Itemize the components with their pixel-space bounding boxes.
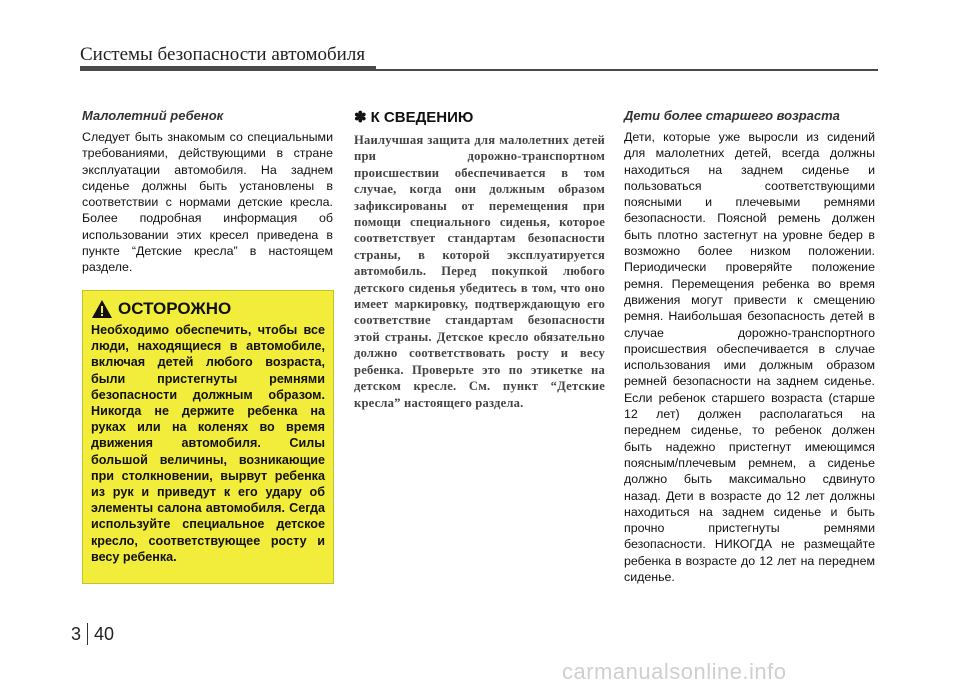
header-rule-thin — [376, 69, 878, 71]
section-title: Системы безопасности автомобиля — [80, 44, 366, 65]
footer-divider — [87, 623, 88, 645]
small-child-heading: Малолетний ребенок — [82, 108, 224, 123]
page-number: 40 — [94, 623, 115, 644]
chapter-number: 3 — [71, 623, 82, 644]
warning-title-row — [91, 299, 325, 319]
small-child-text: Следует быть знакомым со специальными требованиями, действующими в стране эксплуатации автомобиля. На заднем сиденье должны быть установлены в соответствии с нормами детские кресла. Более подробная информация об использовании этих кресел приведена в пункте “Детские кресла” в настоящем разделе. — [82, 130, 333, 275]
asterisk-icon: ✽ — [354, 109, 367, 126]
column-info — [354, 108, 605, 411]
watermark: carmanualsonline.info — [562, 659, 787, 684]
info-title: К СВЕДЕНИЮ — [370, 108, 474, 126]
warning-text: Необходимо обеспечить, чтобы все люди, находящиеся в автомобиле, включая детей любого возраста, были пристегнуты ремнями безопасности должным образом. Никогда не держите ребенка на руках или на коленях во время движения автомобиля. Силы большой величины, возникающие при столкновении, вырвут ребенка из рук и приведут к его удару об элементы салона автомобиля. Сегда используйте специальное детское кресло, соответствующее росту и весу ребенка. — [91, 323, 325, 564]
info-text: Наилучшая защита для малолетних детей при дорожно-транспортном происшествии обеспечивается в том случае, когда они должным образом зафиксированы от перемещения при помощи специального сиденья, которое соответствует стандартам безопасности страны, в которой эксплуатируется автомобиль. Перед покупкой любого детского сиденья убедитесь в том, что оно имеет маркировку, подтверждающую его соответствие стандартам безопасности этой страны. Детское кресло обязательно должно соответствовать росту и весу ребенка. Проверьте это по этикетке на детском кресле. См. пункт “Детские кресла” настоящего раздела. — [354, 133, 605, 410]
info-title-row — [354, 108, 605, 126]
column-small-child — [82, 108, 333, 276]
warning-triangle-icon — [91, 299, 113, 319]
warning-box — [82, 290, 334, 584]
warning-title: ОСТОРОЖНО — [118, 299, 232, 318]
page-footer — [71, 623, 114, 645]
column-older-children — [624, 108, 875, 585]
header-rule-thick — [80, 66, 376, 71]
older-children-heading: Дети более старшего возраста — [624, 108, 840, 123]
older-children-text: Дети, которые уже выросли из сидений для малолетних детей, всегда должны находиться на заднем сиденье и пользоваться соответствующими поясными и плечевыми ремнями безопасности. Поясной ремень должен быть плотно застегнут на уровне бедер в возможно более низком положении. Периодически проверяйте положение ремня. Перемещения ребенка во время движения могут привести к смещению ремня. Наибольшая безопасность детей в случае дорожно-транспортного происшествия обеспечивается в случае использования ими должным образом ремней безопасности на заднем сиденье. Если ребенок старшего возраста (старше 12 лет) должен располагаться на переднем сиденье, то ребенок должен быть надежно пристегнут имеющимся поясным/плечевым ремнем, а сиденье должно быть максимально сдвинуто назад. Дети в возрасте до 12 лет должны находиться на заднем сиденье и быть прочно пристегнуты ремнями безопасности. НИКОГДА не размещайте ребенка в возрасте до 12 лет на переднем сиденье. — [624, 130, 875, 585]
